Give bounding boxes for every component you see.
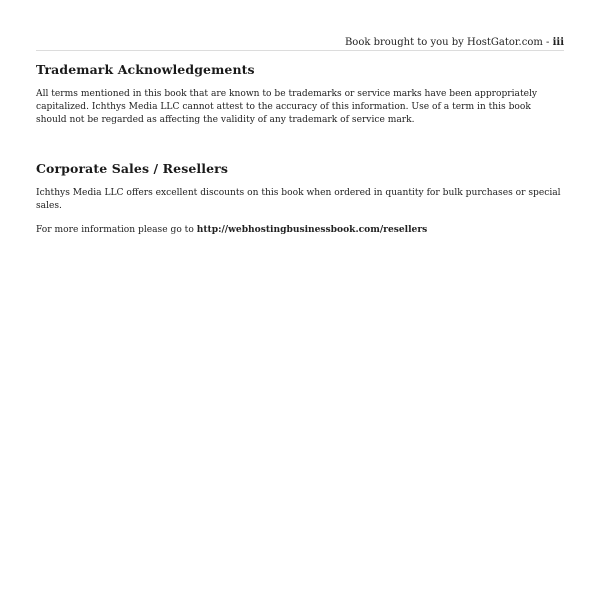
corporate-sales-heading: Corporate Sales / Resellers: [36, 161, 228, 176]
running-header: [345, 37, 564, 48]
trademark-heading: Trademark Acknowledgements: [36, 62, 255, 77]
page-content: [36, 62, 564, 247]
more-info-prefix: For more information please go to: [36, 225, 197, 235]
resellers-link[interactable]: http://webhostingbusinessbook.com/resellers: [196, 224, 428, 235]
more-info-paragraph: [36, 223, 564, 237]
corporate-sales-paragraph: Ichthys Media LLC offers excellent discounts on this book when ordered in quantity for bulk purchases or special sales.: [36, 188, 561, 211]
header-text: Book brought to you by HostGator.com: [344, 37, 543, 48]
section-spacer: [36, 137, 564, 161]
header-separator: -: [542, 37, 553, 48]
page-number: iii: [552, 37, 564, 48]
header-divider: [36, 50, 564, 51]
trademark-paragraph: All terms mentioned in this book that are known to be trademarks or service marks have been appropriately capitalized. Ichthys Media LLC cannot attest to the accuracy of this information. Use of a term in this book should not be regarded as affecting the validity of any trademark of service mark.: [36, 89, 538, 125]
